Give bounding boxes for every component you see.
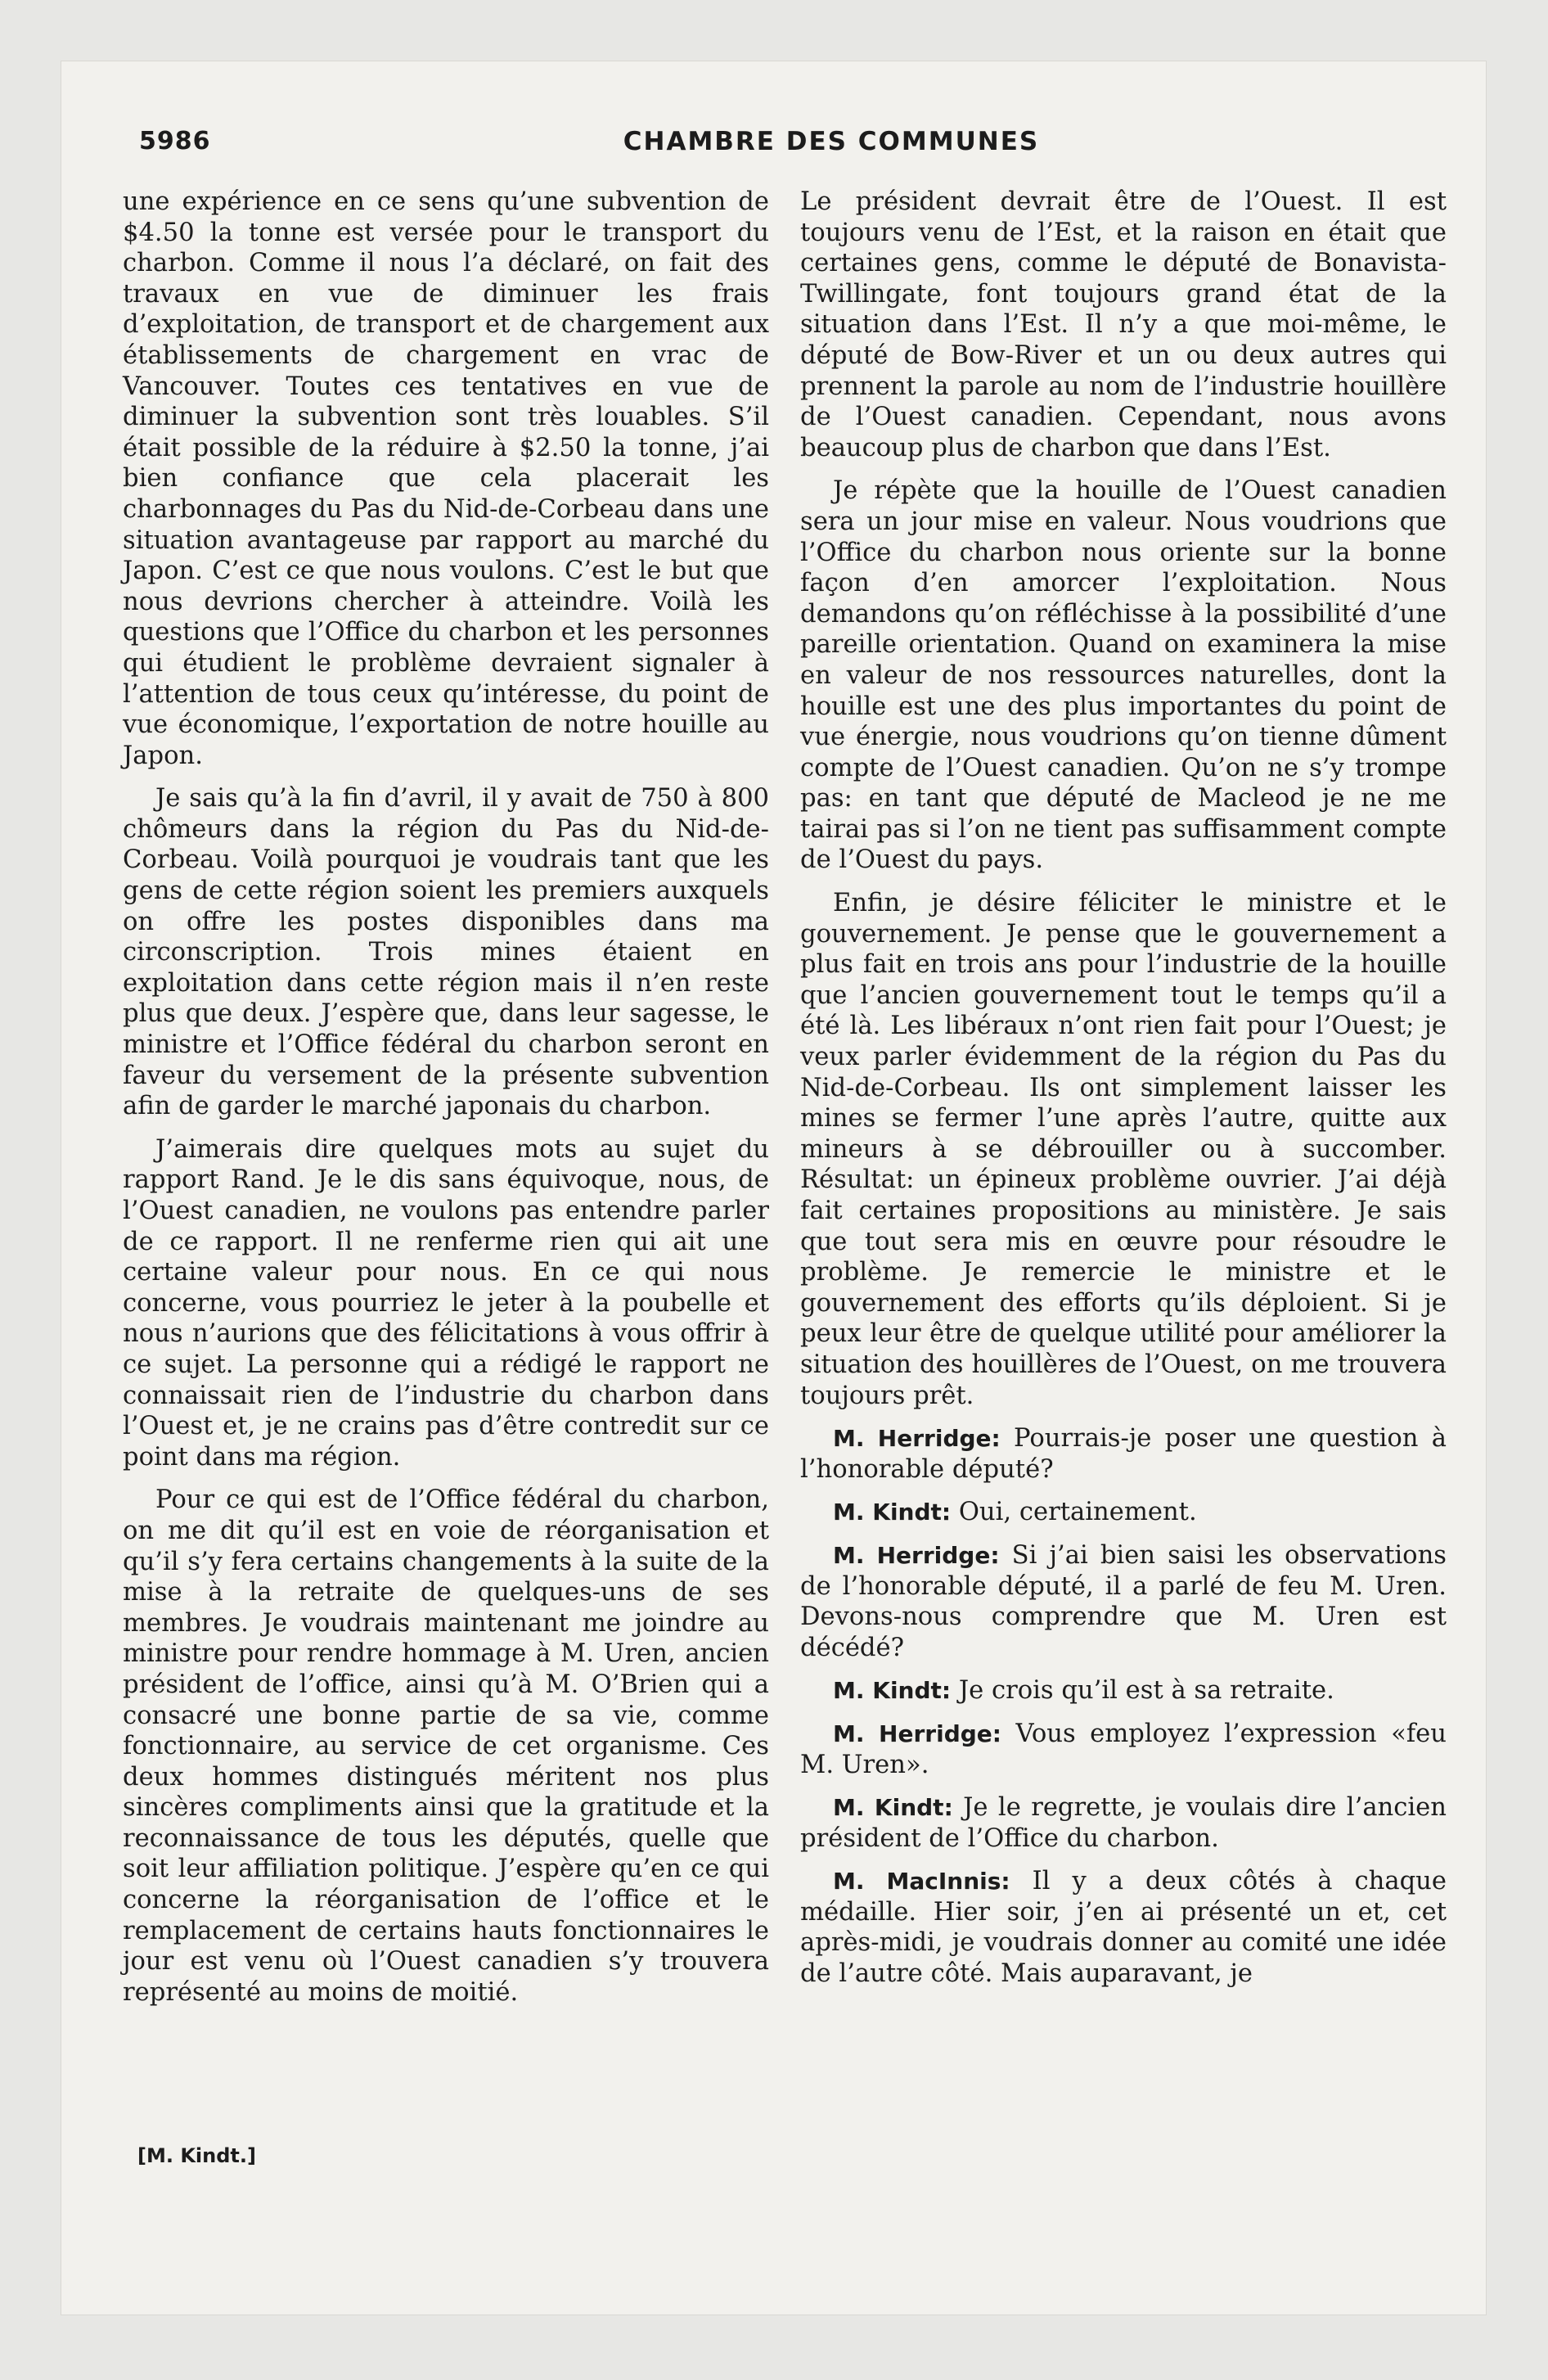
speech-entry bbox=[800, 1423, 1447, 1485]
speech-entry bbox=[800, 1497, 1447, 1528]
speaker-name: M. Herridge: bbox=[833, 1541, 1000, 1569]
paragraph-text: Je répète que la houille de l’Ouest canadien sera un jour mise en valeur. Nous voudrions que l’Office du charbon nous oriente sur la bonne façon d’en amorcer l’exploitation. Nous demandons qu’on réfléchisse à la possibilité d’une pareille orientation. Quand on examinera la mise en valeur de nos ressources naturelles, dont la houille est une des plus importantes du point de vue énergie, nous voudrions qu’on tienne dûment compte de l’Ouest canadien. Qu’on ne s’y trompe pas: en tant que député de Macleod je ne me tairai pas si l’on ne tient pas suffisamment compte de l’Ouest du pays. bbox=[800, 476, 1447, 875]
speech-entry bbox=[800, 1540, 1447, 1663]
paragraph: Je sais qu’à la fin d’avril, il y avait de 750 à 800 chômeurs dans la région du Pas du Nid-de-Corbeau. Voilà pourquoi je voudrais tant que les gens de cette région soient les premiers auxquels on offre les postes disponibles dans ma circonscription. Trois mines étaient en exploitation dans cette région mais il n’en reste plus que deux. J’espère que, dans leur sagesse, le ministre et l’Office fédéral du charbon seront en faveur du versement de la présente subvention afin de garder le marché japonais du charbon. bbox=[123, 784, 769, 1121]
paragraph: J’aimerais dire quelques mots au sujet du rapport Rand. Je le dis sans équivoque, nous, de l’Ouest canadien, ne voulons pas entendre parler de ce rapport. Il ne renferme rien qui ait une certaine valeur pour nous. En ce qui nous concerne, vous pourriez le jeter à la poubelle et nous n’aurions que des félicitations à vous offrir à ce sujet. La personne qui a rédigé le rapport ne connaissait rien de l’industrie du charbon dans l’Ouest et, je ne crains pas d’être contredit sur ce point dans ma région. bbox=[123, 1134, 769, 1472]
paragraph-text: Enfin, je désire féliciter le ministre et le gouvernement. Je pense que le gouvernement a plus fait en trois ans pour l’industrie de la houille que l’ancien gouvernement tout le temps qu’il a été là. Les libéraux n’ont rien fait pour l’Ouest; je veux parler évidemment de la région du Pas du Nid-de-Corbeau. Ils ont simplement laisser les mines se fermer l’une après l’autre, quitte aux mineurs à se débrouiller ou à succomber. Résultat: un épineux problème ouvrier. J’ai déjà fait certaines propositions au ministère. Je sais que tout sera mis en œuvre pour résoudre le problème. Je remercie le ministre et le gouvernement des efforts qu’ils déploient. Si je peux leur être de quelque utilité pour améliorer la situation des houillères de l’Ouest, on me trouvera toujours prêt. bbox=[800, 889, 1447, 1410]
speech-entry bbox=[800, 1675, 1447, 1706]
paragraph: une expérience en ce sens qu’une subvention de $4.50 la tonne est versée pour le transport du charbon. Comme il nous l’a déclaré, on fait des travaux en vue de diminuer les frais d’exploitation, de transport et de chargement aux établissements de chargement en vrac de Vancouver. Toutes ces tentatives en vue de diminuer la subvention sont très louables. S’il était possible de la réduire à $2.50 la tonne, j’ai bien confiance que cela placerait les charbonnages du Pas du Nid-de-Corbeau dans une situation avantageuse par rapport au marché du Japon. C’est ce que nous voulons. C’est le but que nous devrions chercher à atteindre. Voilà les questions que l’Office du charbon et les personnes qui étudient le problème devraient signaler à l’attention de tous ceux qu’intéresse, du point de vue économique, l’exportation de notre houille au Japon. bbox=[123, 187, 769, 770]
speech-entry bbox=[800, 1866, 1447, 1989]
speech-text: Oui, certainement. bbox=[958, 1498, 1197, 1527]
left-column bbox=[123, 187, 769, 2020]
page-title: CHAMBRE DES COMMUNES bbox=[623, 127, 1040, 156]
speech-text: Il y a deux côtés à chaque médaille. Hier soir, j’en ai présenté un et, cet après-midi, je voudrais donner au comité une idée de l’autre côté. Mais auparavant, je bbox=[800, 1867, 1447, 1989]
speaker-name: M. MacInnis: bbox=[833, 1868, 1010, 1895]
speaker-name: M. Kindt: bbox=[833, 1499, 952, 1526]
speaker-name: M. Herridge: bbox=[833, 1425, 1001, 1453]
paragraph: Pour ce qui est de l’Office fédéral du charbon, on me dit qu’il est en voie de réorganisation et qu’il s’y fera certains changements à la suite de la mise à la retraite de quelques-uns de ses membres. Je voudrais maintenant me joindre au ministre pour rendre hommage à M. Uren, ancien président de l’office, ainsi qu’à M. O’Brien qui a consacré une bonne partie de sa vie, comme fonctionnaire, au service de cet organisme. Ces deux hommes distingués méritent nos plus sincères compliments ainsi que la gratitude et la reconnaissance de tous les députés, quelle que soit leur affiliation politique. J’espère qu’en ce qui concerne la réorganisation de l’office et le remplacement de certains hauts fonctionnaires le jour est venu où l’Ouest canadien s’y trouvera représenté au moins de moitié. bbox=[123, 1485, 769, 2007]
paragraph bbox=[800, 476, 1447, 876]
page-number: 5986 bbox=[139, 127, 211, 156]
speech-entry bbox=[800, 1719, 1447, 1780]
paragraph bbox=[800, 187, 1447, 463]
speaker-name: M. Herridge: bbox=[833, 1720, 1001, 1747]
speech-entry bbox=[800, 1792, 1447, 1854]
speech-text: Pourrais-je poser une question à l’honorable député? bbox=[800, 1424, 1447, 1484]
speech-text: Si j’ai bien saisi les observations de l’honorable député, il a parlé de feu M. Uren. Devons-nous comprendre que M. Uren est décédé? bbox=[800, 1540, 1447, 1662]
speaker-name: M. Kindt: bbox=[833, 1677, 952, 1705]
speaker-attribution: [M. Kindt.] bbox=[137, 2144, 256, 2167]
speech-text: Je crois qu’il est à sa retraite. bbox=[958, 1676, 1334, 1706]
running-head bbox=[139, 119, 1523, 168]
speech-text: Je le regrette, je voulais dire l’ancien président de l’Office du charbon. bbox=[800, 1793, 1447, 1853]
speaker-name: M. Kindt: bbox=[833, 1794, 953, 1822]
right-column bbox=[800, 187, 1447, 2002]
paragraph bbox=[800, 888, 1447, 1411]
paragraph-text: Le président devrait être de l’Ouest. Il est toujours venu de l’Est, et la raison en était que certaines gens, comme le député de Bonavista-Twillingate, font toujours grand état de la situation dans l’Est. Il n’y a que moi-même, le député de Bow-River et un ou deux autres qui prennent la parole au nom de l’industrie houillère de l’Ouest canadien. Cependant, nous avons beaucoup plus de charbon que dans l’Est. bbox=[800, 187, 1447, 462]
speech-text: Vous employez l’expression «feu M. Uren». bbox=[800, 1719, 1447, 1779]
